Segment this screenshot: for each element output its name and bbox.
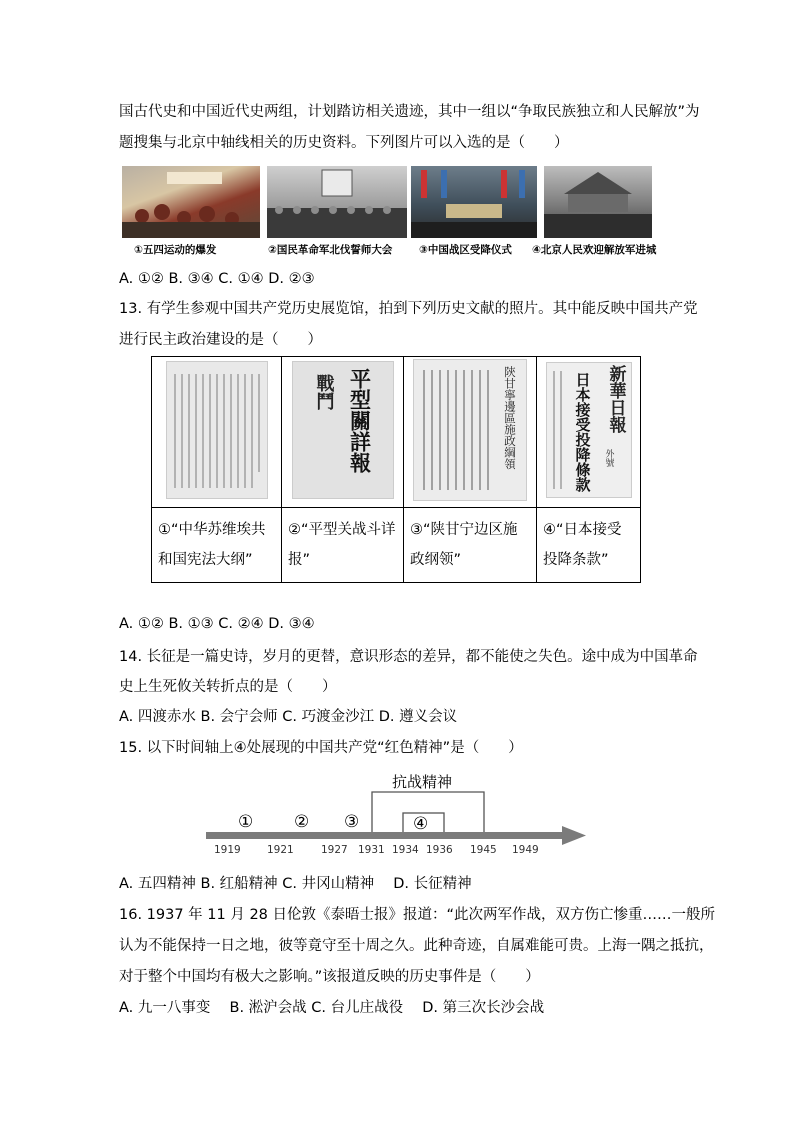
northern-expedition-photo [267, 166, 407, 238]
q16-line-3: 对于整个中国均有极大之影响。”该报道反映的历史事件是（ ） [119, 969, 540, 985]
doc-caption-1-line-1: ①“中华苏维埃共 [158, 522, 266, 538]
photo-caption-3: ③中国战区受降仪式 [419, 244, 512, 256]
doc-caption-2 [282, 508, 404, 583]
doc4-headline: 日本接受投降條款 [573, 372, 592, 492]
q14-line-1: 14. 长征是一篇史诗，岁月的更替，意识形态的差异，都不能使之失色。途中成为中国革命 [119, 649, 698, 665]
doc2-main-title: 平型關詳報 [347, 368, 373, 473]
timeline-year-1919: 1919 [214, 844, 241, 856]
timeline-year-1934: 1934 [392, 844, 419, 856]
doc-cell-3 [404, 357, 537, 508]
doc-caption-2-line-1: ②“平型关战斗详 [288, 522, 396, 538]
doc-cell-4 [537, 357, 641, 508]
doc-cell-1 [152, 357, 282, 508]
q12-options: A. ①② B. ③④ C. ①④ D. ②③ [119, 271, 315, 287]
doc-caption-3-line-1: ③“陕甘宁边区施 [410, 522, 518, 538]
timeline-marker-1: ① [238, 812, 254, 832]
q13-options: A. ①② B. ①③ C. ②④ D. ③④ [119, 616, 315, 632]
timeline-year-1931: 1931 [358, 844, 385, 856]
liberation-army-photo [544, 166, 652, 238]
doc2-side-title: 戰鬥 [313, 374, 335, 410]
timeline-year-1927: 1927 [321, 844, 348, 856]
may-fourth-photo [122, 166, 260, 238]
photo-caption-2: ②国民革命军北伐誓师大会 [268, 244, 393, 256]
doc-caption-3-line-2: 政纲领” [410, 552, 462, 568]
timeline-year-1949: 1949 [512, 844, 539, 856]
q12-line-1: 国古代史和中国近代史两组，计划踏访相关遗迹，其中一组以“争取民族独立和人民解放”为 [119, 104, 700, 120]
q16-line-1: 16. 1937 年 11 月 28 日伦敦《泰晤士报》报道：“此次两军作战，双方伤亡惨重……一般所 [119, 907, 716, 923]
q12-photo-strip [122, 166, 662, 262]
doc4-paper-name: 新華日報 [605, 365, 626, 433]
q15-line-1: 15. 以下时间轴上④处展现的中国共产党“红色精神”是（ ） [119, 740, 523, 756]
timeline-marker-2: ② [294, 812, 310, 832]
q15-options: A. 五四精神 B. 红船精神 C. 井冈山精神 D. 长征精神 [119, 876, 472, 892]
photo-caption-4: ④北京人民欢迎解放军进城 [532, 244, 657, 256]
doc-caption-3 [404, 508, 537, 583]
q13-document-table [151, 356, 641, 583]
japan-surrender-terms-image [546, 362, 632, 498]
photo-caption-1: ①五四运动的爆发 [134, 244, 217, 256]
constitution-document-image [166, 361, 268, 499]
q13-line-2: 进行民主政治建设的是（ ） [119, 332, 322, 348]
timeline-year-1936: 1936 [426, 844, 453, 856]
doc-caption-2-line-2: 报” [288, 552, 311, 568]
doc-caption-4 [537, 508, 641, 583]
timeline-year-1921: 1921 [267, 844, 294, 856]
q12-line-2: 题搜集与北京中轴线相关的历史资料。下列图片可以入选的是（ ） [119, 135, 569, 151]
q16-line-2: 认为不能保持一日之地，彼等竟守至十周之久。此种奇迹，自属难能可贵。上海一隅之抵抗， [119, 938, 714, 954]
doc-caption-1-line-2: 和国宪法大纲” [158, 552, 253, 568]
timeline-bracket-label: 抗战精神 [392, 773, 453, 791]
timeline-marker-3: ③ [344, 812, 360, 832]
q16-options: A. 九一八事变 B. 淞沪会战 C. 台儿庄战役 D. 第三次长沙会战 [119, 1000, 545, 1016]
timeline-marker-4: ④ [413, 814, 429, 834]
q14-options: A. 四渡赤水 B. 会宁会师 C. 巧渡金沙江 D. 遵义会议 [119, 709, 458, 725]
doc-caption-4-line-1: ④“日本接受 [543, 522, 622, 538]
doc3-title: 陝甘寧邊區施政綱領 [503, 366, 517, 470]
doc4-sub: 外號 [603, 449, 614, 467]
shaanganning-program-image [413, 359, 527, 501]
q15-timeline [200, 768, 600, 868]
doc-caption-4-line-2: 投降条款” [543, 552, 609, 568]
q14-line-2: 史上生死攸关转折点的是（ ） [119, 679, 337, 695]
doc-cell-2 [282, 357, 404, 508]
surrender-ceremony-photo [411, 166, 537, 238]
timeline-year-1945: 1945 [470, 844, 497, 856]
doc-caption-1 [152, 508, 282, 583]
q13-line-1: 13. 有学生参观中国共产党历史展览馆，拍到下列历史文献的照片。其中能反映中国共产党 [119, 301, 698, 317]
pingxingguan-report-image [292, 361, 394, 499]
